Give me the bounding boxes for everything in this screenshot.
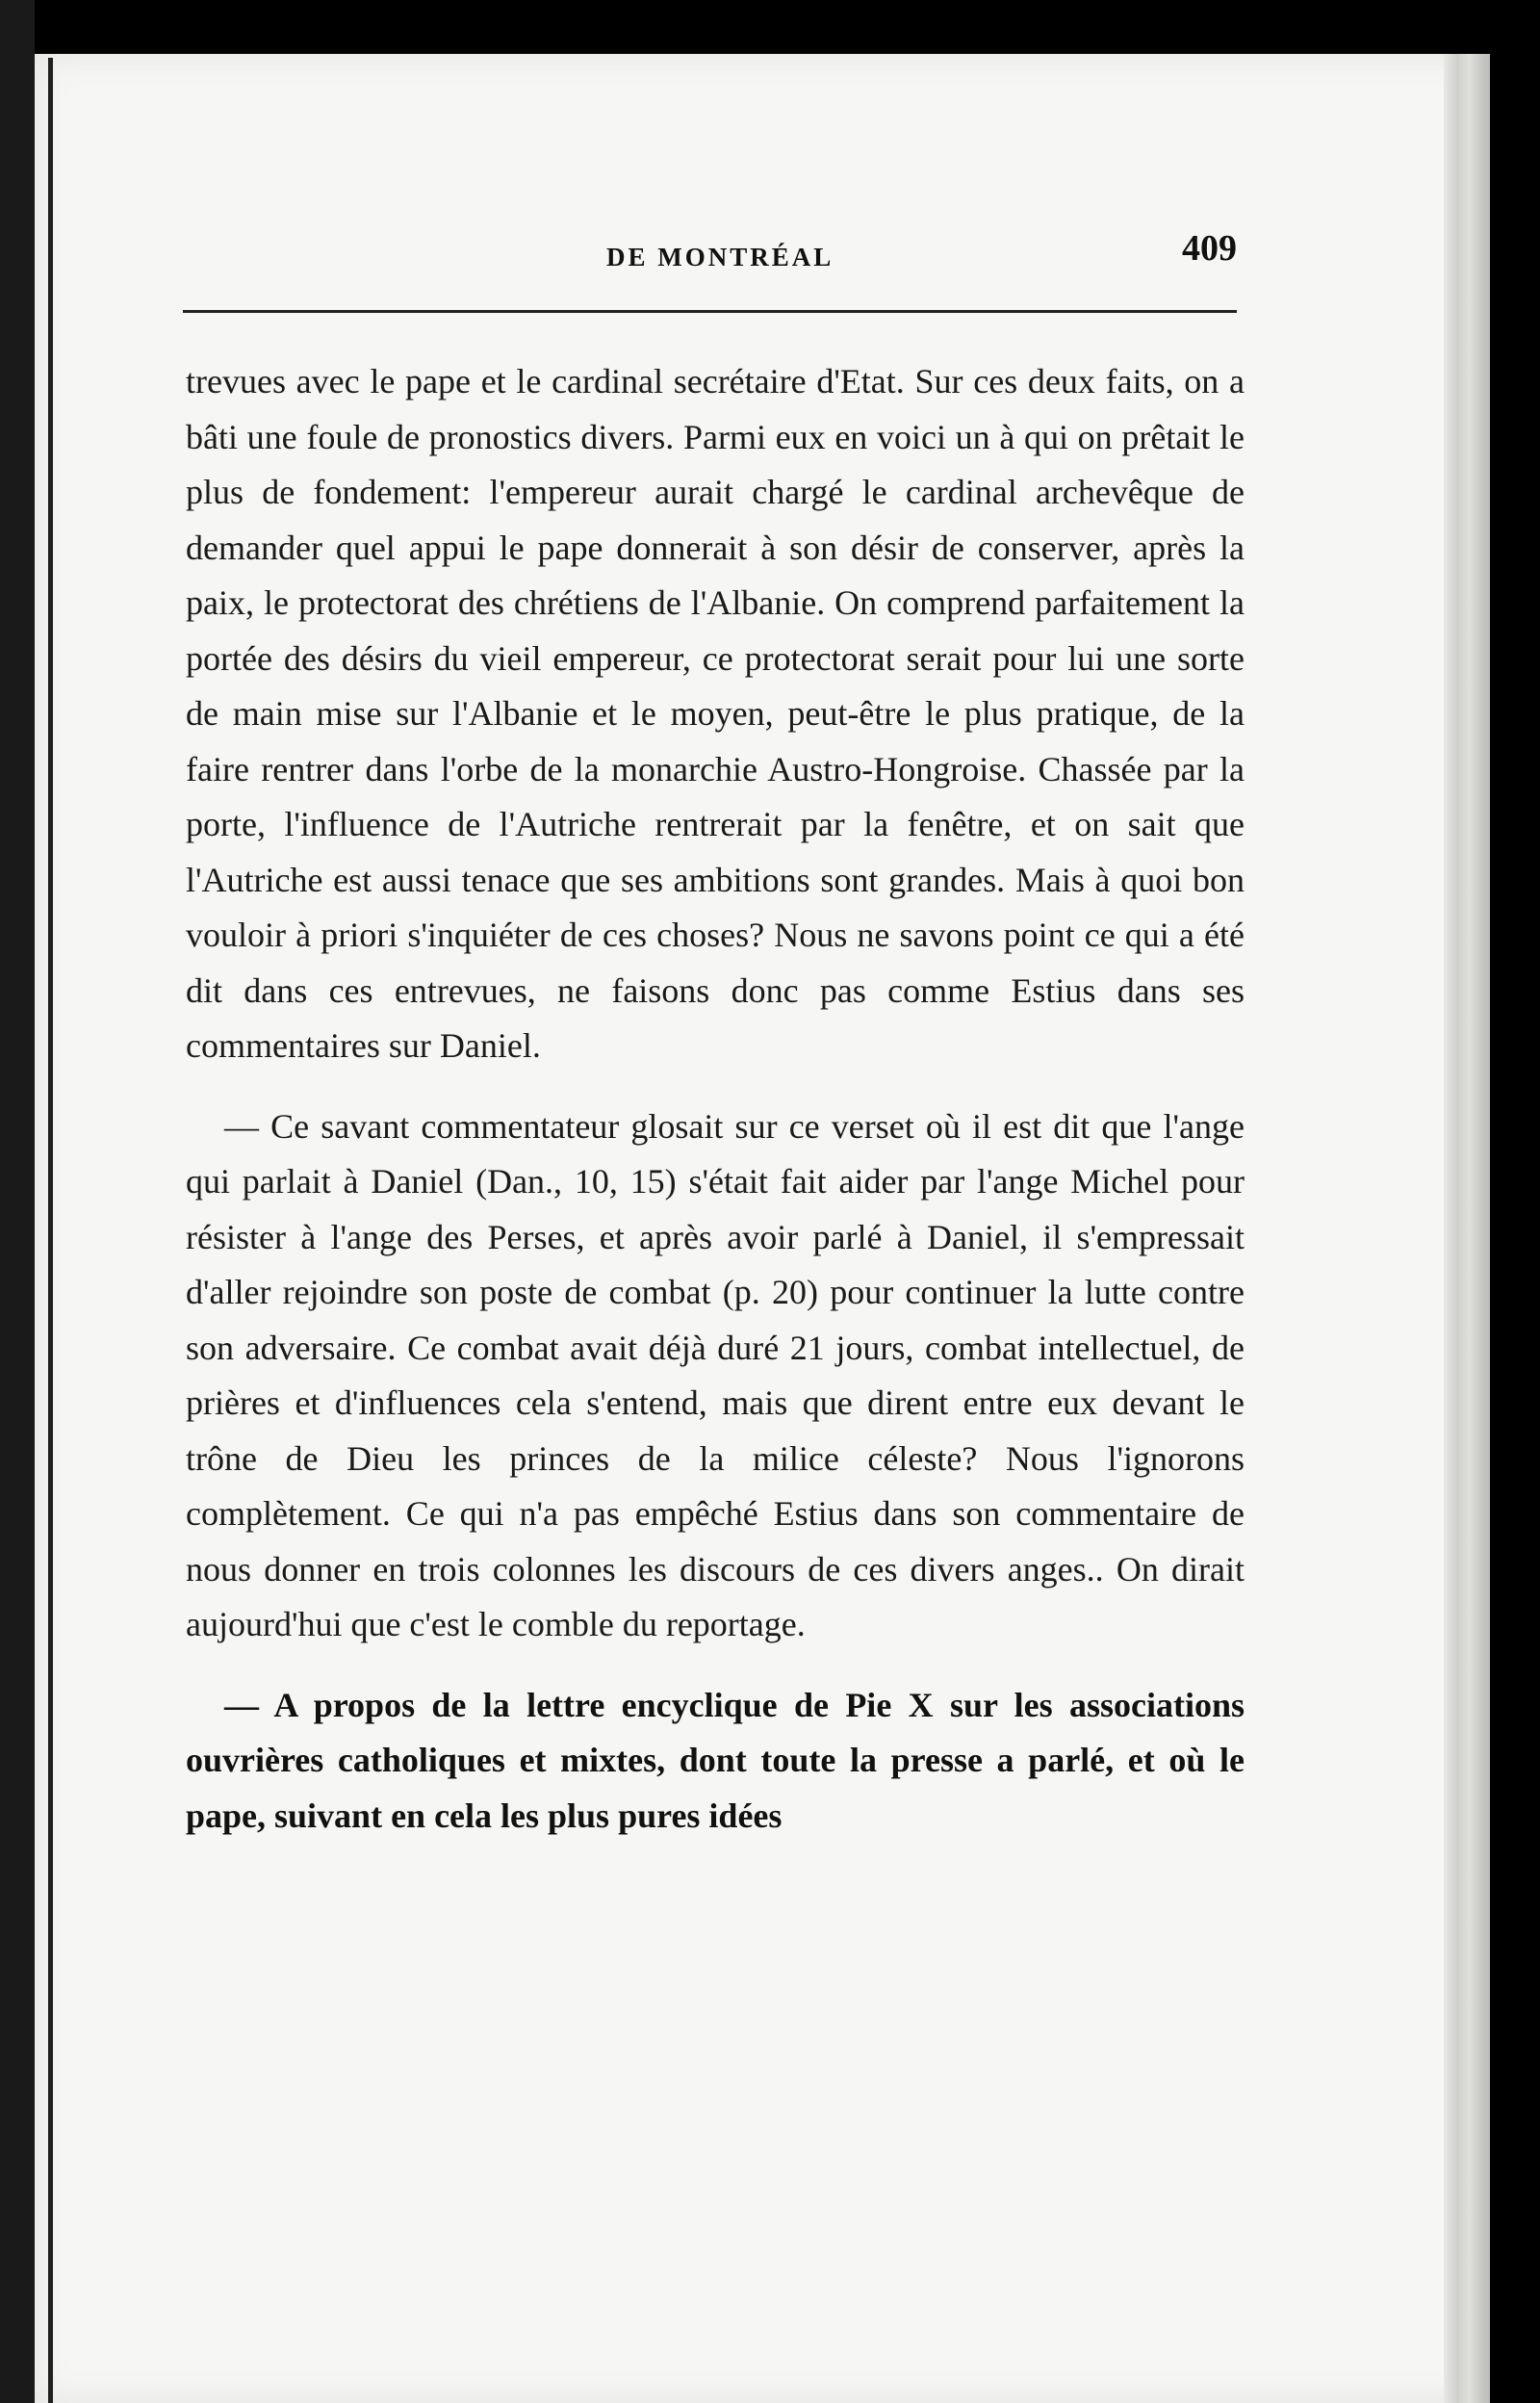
running-head-title: DE MONTRÉAL (606, 243, 834, 271)
binding-gutter-line (48, 58, 53, 2403)
header-rule (183, 310, 1237, 313)
scan-right-border (1490, 0, 1540, 2403)
running-head (183, 228, 1237, 285)
paragraph-estius: — Ce savant commentateur glosait sur ce verset où il est dit que l'ange qui parlait à Daniel (Dan., 10, 15) s'était fait aider par l'ange Michel pour résister à l'ange des Perses, et après avoir parlé à Daniel, il s'empressait d'aller rejoindre son poste de combat (p. 20) pour continuer la lutte contre son adversaire. Ce combat avait déjà duré 21 jours, combat intellectuel, de prières et d'influences cela s'entend, mais que dirent entre eux devant le trône de Dieu les princes de la milice céleste? Nous l'ignorons complètement. Ce qui n'a pas empêché Estius dans son commentaire de nous donner en trois colonnes les discours de ces divers anges.. On dirait aujourd'hui que c'est le comble du reportage. (186, 1106, 1245, 1643)
page-stack-edge (1444, 54, 1490, 2403)
scan-left-border (0, 0, 35, 2403)
body-text (186, 354, 1245, 1844)
page-number: 409 (1182, 228, 1237, 269)
paragraph-continued: trevues avec le pape et le cardinal secrétaire d'Etat. Sur ces deux faits, on a bâti une foule de pronostics divers. Parmi eux en voici un à qui on prêtait le plus de fondement: l'empereur aurait chargé le cardinal archevêque de demander quel appui le pape donnerait à son désir de conserver, après la paix, le protectorat des chrétiens de l'Albanie. On comprend parfaitement la portée des désirs du vieil empereur, ce protectorat serait pour lui une sorte de main mise sur l'Albanie et le moyen, peut-être le plus pratique, de la faire rentrer dans l'orbe de la monarchie Austro-Hongroise. Chassée par la porte, l'influence de l'Autriche rentrerait par la fenêtre, et on sait que l'Autriche est aussi tenace que ses ambitions sont grandes. Mais à quoi bon vouloir à priori s'inquiéter de ces choses? Nous ne savons point ce qui a été dit dans ces entrevues, ne faisons donc pas comme Estius dans ses commentaires sur Daniel. (186, 362, 1245, 1065)
paragraph-encyclical: — A propos de la lettre encyclique de Pie X sur les associations ouvrières catholiques et mixtes, dont toute la presse a parlé, et où le pape, suivant en cela les plus pures idées (186, 1685, 1245, 1835)
